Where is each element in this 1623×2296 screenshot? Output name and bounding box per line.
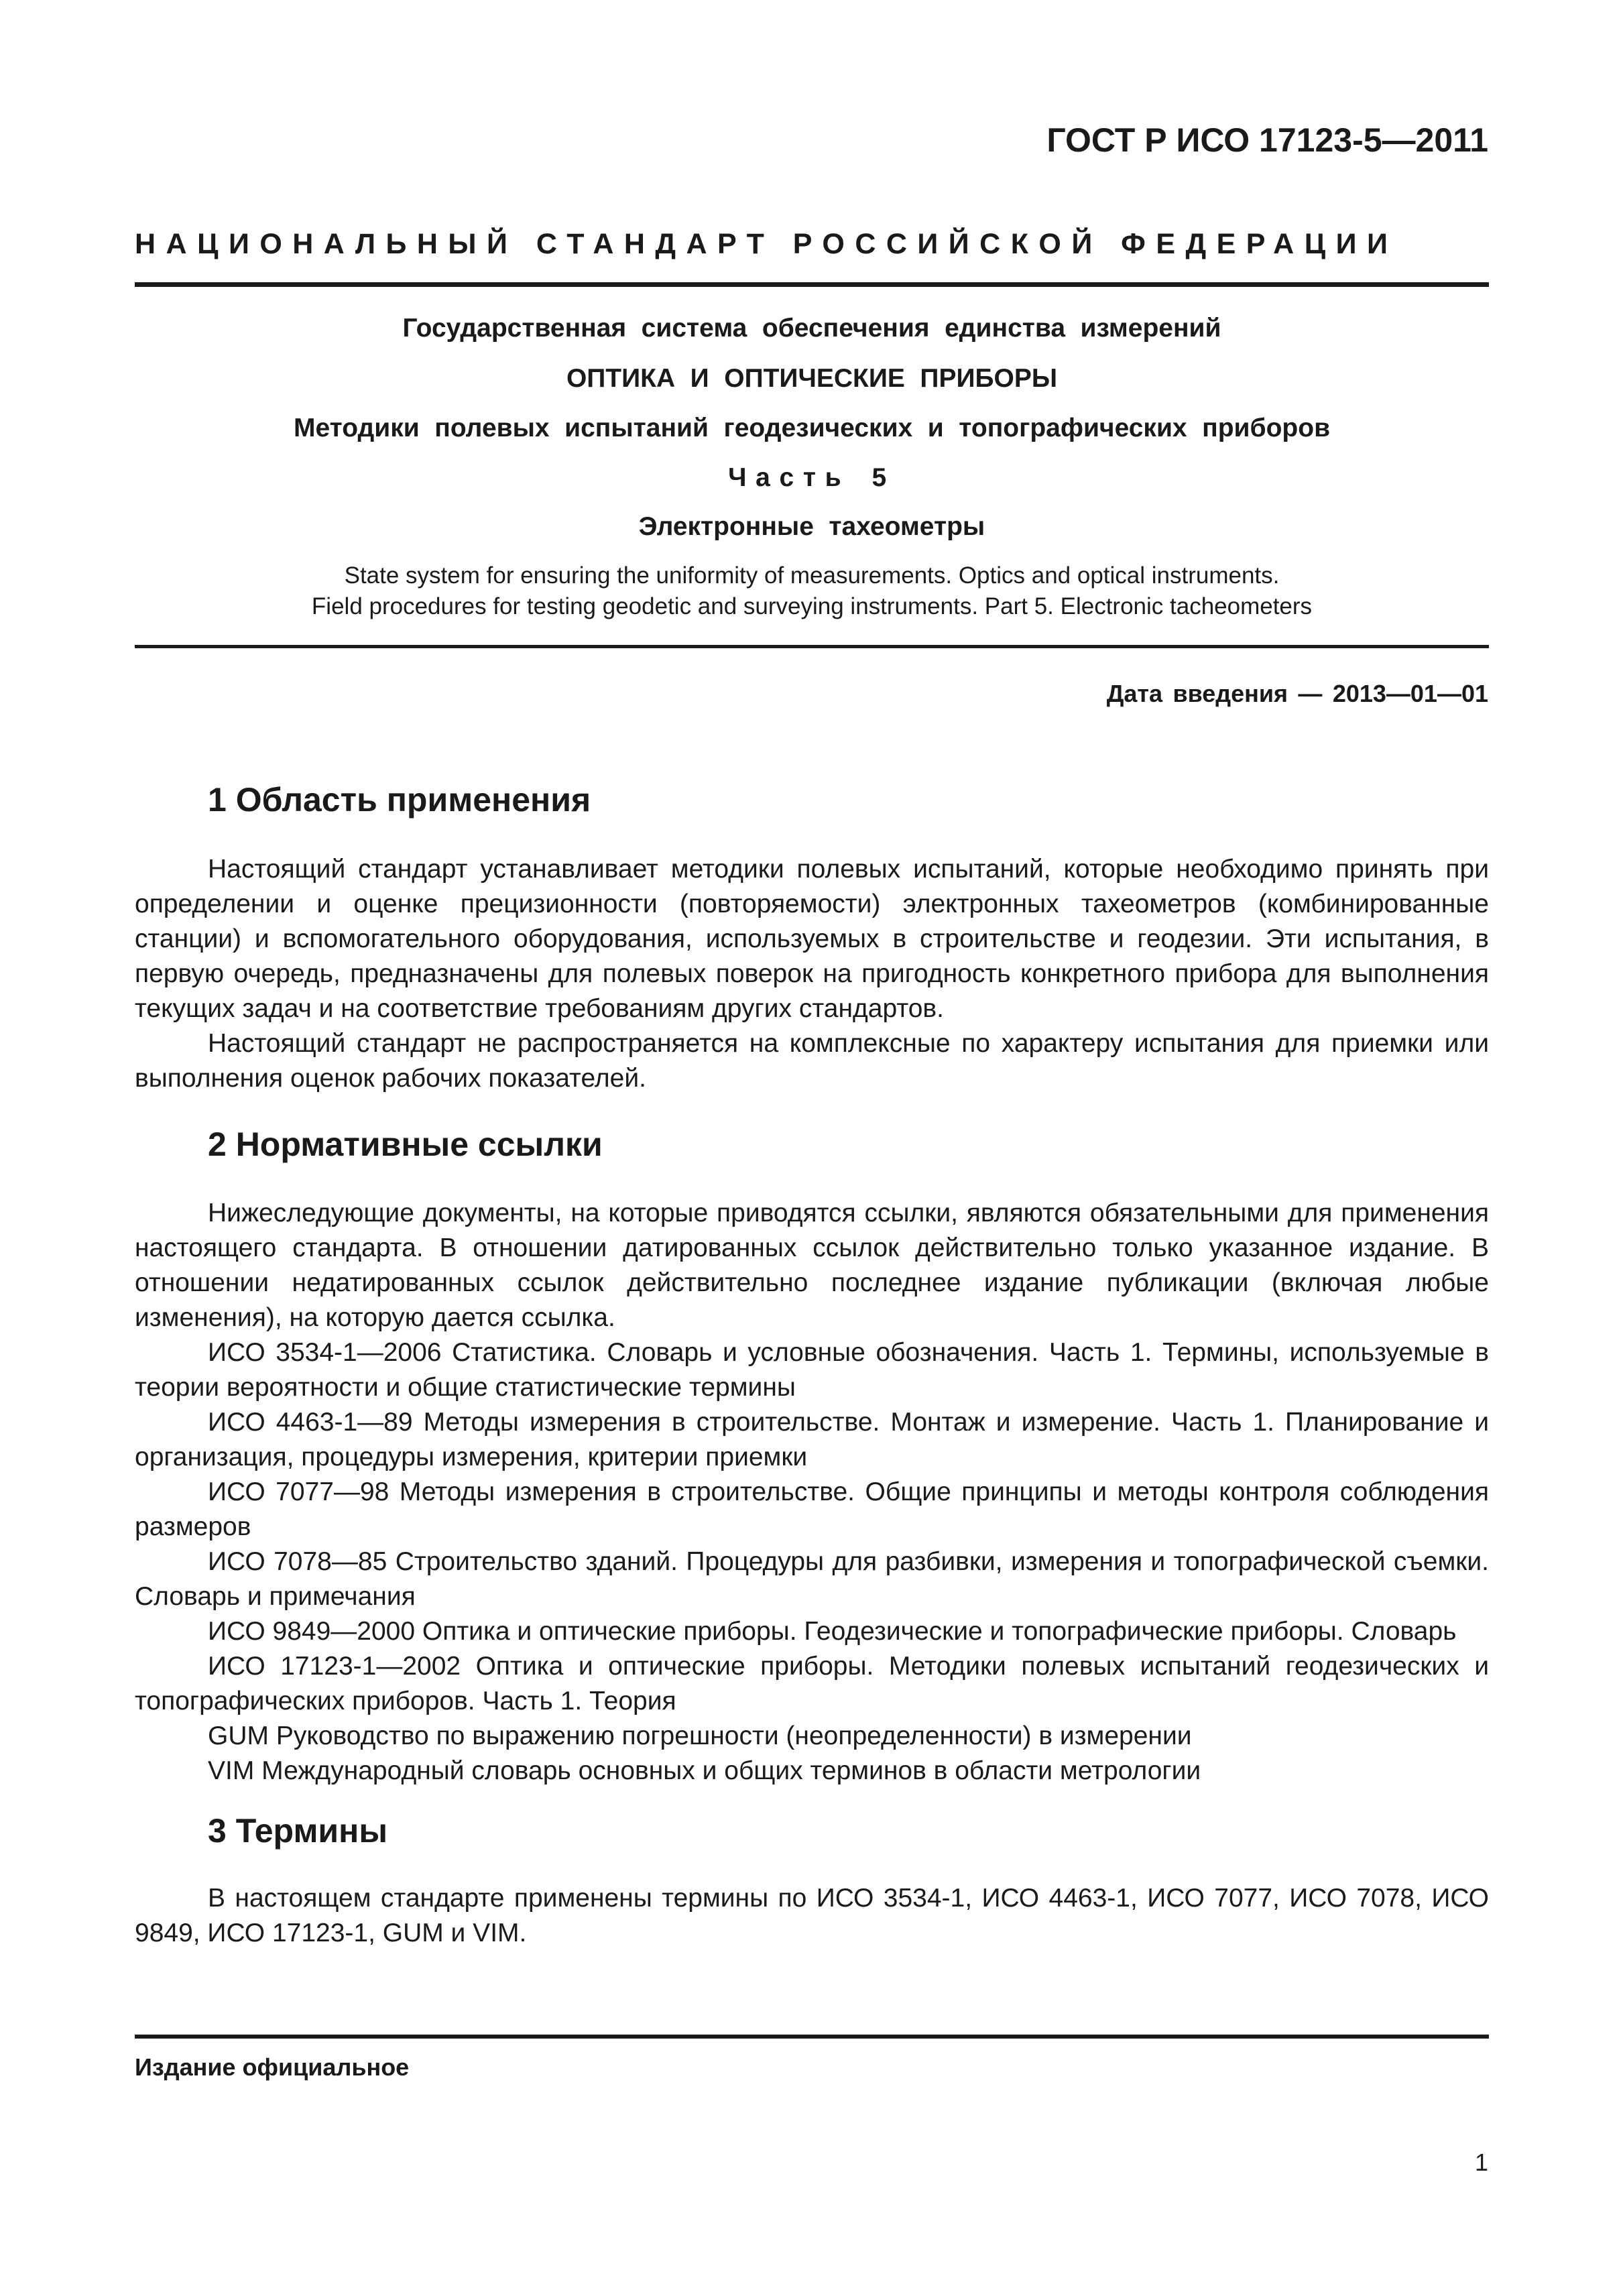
title-line-subject: Электронные тахеометры <box>638 512 985 541</box>
reference-item: ИСО 3534-1—2006 Статистика. Словарь и условные обозначения. Часть 1. Термины, используемые в теории вероятности и общие статистические термины <box>135 1338 1489 1402</box>
section-2-heading: 2 Нормативные ссылки <box>208 1126 603 1163</box>
title-line-methods: Методики полевых испытаний геодезических и топографических приборов <box>293 414 1331 442</box>
section-1-paragraph-2: Настоящий стандарт не распространяется на комплексные по характеру испытания для приемки или выполнения оценок рабочих показателей. <box>135 1029 1489 1093</box>
english-title-line-1: State system for ensuring the uniformity of measurements. Optics and optical instruments. <box>344 562 1280 589</box>
section-2-body <box>135 1196 1489 1789</box>
section-1-body <box>135 852 1489 1096</box>
section-1-paragraph-1: Настоящий стандарт устанавливает методики полевых испытаний, которые необходимо принять при определении и оценке прецизионности (повторяемости) электронных тахеометров (комбинированные станции) и вспомогательного оборудования, используемых в строительстве и геодезии. Эти испытания, в первую очередь, предназначены для полевых поверок на пригодность конкретного прибора для выполнения текущих задач и на соответствие требованиям других стандартов. <box>135 855 1489 1023</box>
section-3-body <box>135 1881 1489 1951</box>
reference-item: VIM Международный словарь основных и общих терминов в области метрологии <box>208 1756 1201 1785</box>
english-title-line-2: Field procedures for testing geodetic and surveying instruments. Part 5. Electronic tacheometers <box>311 593 1313 619</box>
section-3-heading: 3 Термины <box>208 1812 388 1850</box>
document-id: ГОСТ Р ИСО 17123-5—2011 <box>1046 121 1488 159</box>
footer-rule <box>135 2035 1489 2039</box>
introduction-date: Дата введения — 2013—01—01 <box>1106 680 1488 707</box>
reference-item: ИСО 17123-1—2002 Оптика и оптические приборы. Методики полевых испытаний геодезических и топографических приборов. Часть 1. Теория <box>135 1652 1489 1715</box>
reference-item: GUM Руководство по выражению погрешности (неопределенности) в измерении <box>208 1721 1192 1750</box>
header-rule <box>135 282 1489 287</box>
reference-item: ИСО 4463-1—89 Методы измерения в строительстве. Монтаж и измерение. Часть 1. Планирование и организация, процедуры измерения, критерии приемки <box>135 1408 1489 1471</box>
title-line-part: Часть 5 <box>728 463 896 492</box>
section-3-paragraph-1: В настоящем стандарте применены термины по ИСО 3534-1, ИСО 4463-1, ИСО 7077, ИСО 7078, ИСО 9849, ИСО 17123-1, GUM и VIM. <box>135 1884 1489 1947</box>
reference-item: ИСО 9849—2000 Оптика и оптические приборы. Геодезические и топографические приборы. Словарь <box>208 1617 1457 1646</box>
reference-item: ИСО 7078—85 Строительство зданий. Процедуры для разбивки, измерения и топографической съемки. Словарь и примечания <box>135 1547 1489 1611</box>
official-edition-label: Издание официальное <box>135 2053 410 2081</box>
title-line-optics: ОПТИКА И ОПТИЧЕСКИЕ ПРИБОРЫ <box>566 364 1058 393</box>
section-1-heading: 1 Область применения <box>208 781 591 819</box>
title-rule <box>135 645 1489 648</box>
title-line-system: Государственная система обеспечения единства измерений <box>402 314 1221 343</box>
page-number: 1 <box>1474 2149 1488 2176</box>
english-title <box>135 560 1489 622</box>
section-2-intro: Нижеследующие документы, на которые приводятся ссылки, являются обязательными для применения настоящего стандарта. В отношении датированных ссылок действительно только указанное издание. В отношении недатированных ссылок действительно последнее издание публикации (включая любые изменения), на которую дается ссылка. <box>135 1199 1489 1332</box>
reference-item: ИСО 7077—98 Методы измерения в строительстве. Общие принципы и методы контроля соблюдения размеров <box>135 1477 1489 1541</box>
national-standard-title: НАЦИОНАЛЬНЫЙ СТАНДАРТ РОССИЙСКОЙ ФЕДЕРАЦИИ <box>135 228 1398 260</box>
